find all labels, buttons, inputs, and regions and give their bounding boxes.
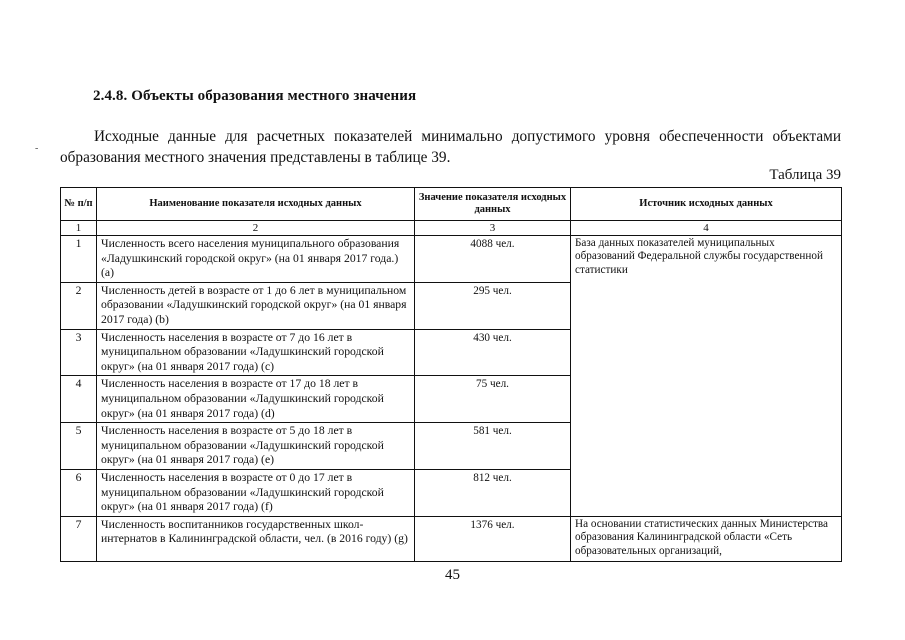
indicator-name: Численность населения в возрасте от 7 до 16 лет в муниципальном образовании «Ладушкинский городской округ» (на 01 января 2017 года) (c)	[97, 329, 415, 376]
indicator-value: 430 чел.	[415, 329, 571, 376]
header-source: Источник исходных данных	[571, 188, 842, 221]
table-header-row	[61, 188, 842, 221]
indicator-value: 812 чел.	[415, 469, 571, 516]
margin-mark: -	[35, 143, 39, 154]
indicator-value: 1376 чел.	[415, 516, 571, 561]
column-index: 3	[415, 221, 571, 236]
indicator-name: Численность всего населения муниципального образования «Ладушкинский городской округ» (на 01 января 2017 года.) (a)	[97, 236, 415, 283]
column-index: 4	[571, 221, 842, 236]
indicator-source: На основании статистических данных Министерства образования Калининградской области «Сеть образовательных организаций,	[571, 516, 842, 561]
row-number: 6	[61, 469, 97, 516]
row-number: 5	[61, 423, 97, 470]
indicator-source: База данных показателей муниципальных образований Федеральной службы государственной статистики	[571, 236, 842, 517]
section-heading: 2.4.8. Объекты образования местного значения	[93, 88, 417, 104]
header-num: № п/п	[61, 188, 97, 221]
indicator-value: 581 чел.	[415, 423, 571, 470]
table-row	[61, 236, 842, 283]
column-index: 2	[97, 221, 415, 236]
source-data-table	[60, 187, 842, 562]
row-number: 4	[61, 376, 97, 423]
indicator-name: Численность населения в возрасте от 5 до 18 лет в муниципальном образовании «Ладушкинский городской округ» (на 01 января 2017 года) (e)	[97, 423, 415, 470]
page-number: 45	[445, 567, 460, 583]
intro-paragraph: Исходные данные для расчетных показателей минимально допустимого уровня обеспеченности объектами образования местного значения представлены в таблице 39.	[60, 128, 841, 166]
indicator-value: 4088 чел.	[415, 236, 571, 283]
table-row	[61, 516, 842, 561]
indicator-name: Численность населения в возрасте от 0 до 17 лет в муниципальном образовании «Ладушкинский городской округ» (на 01 января 2017 года) (f)	[97, 469, 415, 516]
row-number: 7	[61, 516, 97, 561]
indicator-name: Численность населения в возрасте от 17 до 18 лет в муниципальном образовании «Ладушкинский городской округ» (на 01 января 2017 года) (d)	[97, 376, 415, 423]
table-caption: Таблица 39	[769, 167, 841, 183]
indicator-value: 75 чел.	[415, 376, 571, 423]
row-number: 2	[61, 282, 97, 329]
indicator-value: 295 чел.	[415, 282, 571, 329]
indicator-name: Численность детей в возрасте от 1 до 6 лет в муниципальном образовании «Ладушкинский городской округ» (на 01 января 2017 года) (b)	[97, 282, 415, 329]
column-index-row	[61, 221, 842, 236]
row-number: 1	[61, 236, 97, 283]
header-name: Наименование показателя исходных данных	[97, 188, 415, 221]
header-value: Значение показателя исходных данных	[415, 188, 571, 221]
column-index: 1	[61, 221, 97, 236]
indicator-name: Численность воспитанников государственных школ-интернатов в Калининградской области, чел. (в 2016 году) (g)	[97, 516, 415, 561]
row-number: 3	[61, 329, 97, 376]
